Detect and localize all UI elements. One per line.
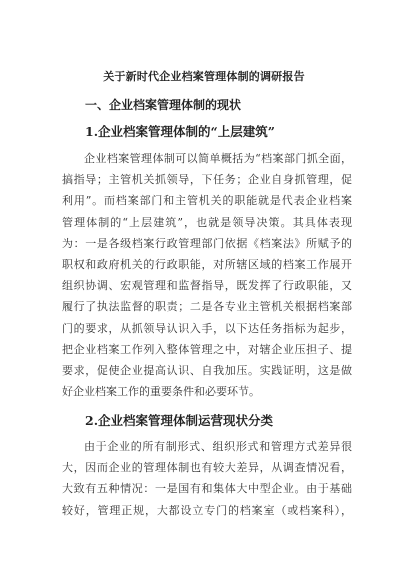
subsection-heading-1: 1.企业档案管理体制的“上层建筑” [85,124,275,139]
paragraph-line: 利用”。而档案部门和主管机关的职能就是代表企业档案 [62,194,352,208]
paragraph-line: 搞指导；主管机关抓领导，下任务；企业自身抓管理，促 [62,173,352,187]
paragraph-line: 把企业档案工作列入整体管理之中，对辖企业压担子、提 [62,342,352,356]
paragraph-line: 大，因而企业的管理体制也有较大差异，从调查情况看， [62,461,352,475]
section-heading: 一、企业档案管理体制的现状 [85,98,242,112]
paragraph-2 [62,436,352,521]
paragraph-line: 好企业档案工作的重要条件和必要环节。 [62,385,260,399]
paragraph-line: 为：一是各级档案行政管理部门依据《档案法》所赋予的 [62,236,352,250]
paragraph-line: 要求，促使企业提高认识、自我加压。实践证明，这是做 [62,363,352,377]
paragraph-line: 职权和政府机关的行政职能，对所辖区域的档案工作展开 [62,257,352,271]
paragraph-line: 门的要求，从抓领导认识入手，以下达任务指标为起步， [62,321,352,335]
paragraph-line: 管理体制的“上层建筑”，也就是领导决策。其具体表现 [62,215,352,229]
paragraph-line: 由于企业的所有制形式、组织形式和管理方式差异很 [84,440,352,453]
paragraph-line: 企业档案管理体制可以简单概括为“档案部门抓全面， [84,152,352,165]
paragraph-line: 大致有五种情况：一是国有和集体大中型企业。由于基础 [62,482,352,496]
paragraph-line: 较好，管理正规，大都设立专门的档案室（或档案科）， [62,503,352,517]
paragraph-line: 组织协调、宏观管理和监督指导，既发挥了行政职能，又 [62,279,352,293]
paragraph-1 [62,148,352,402]
subsection-heading-2: 2.企业档案管理体制运营现状分类 [85,413,274,428]
document-title: 关于新时代企业档案管理体制的调研报告 [103,70,305,83]
paragraph-line: 履行了执法监督的职责；二是各专业主管机关根据档案部 [62,300,352,314]
